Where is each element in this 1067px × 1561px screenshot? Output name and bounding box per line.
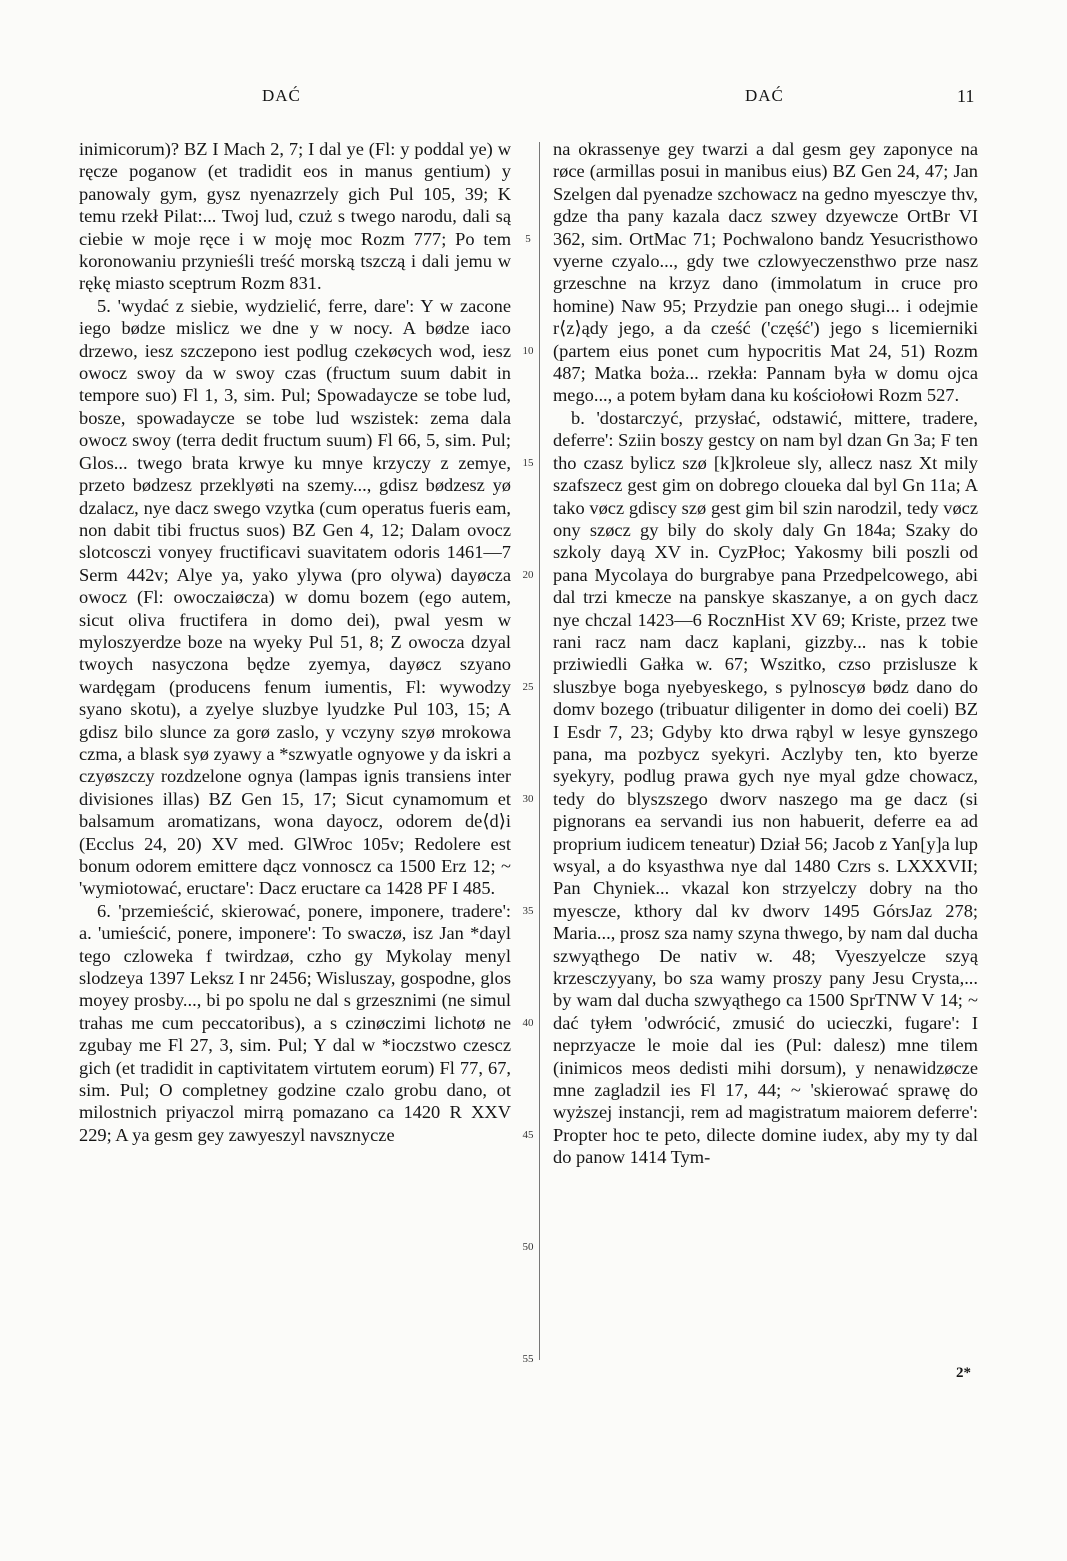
left-paragraph-1: inimicorum)? BZ I Mach 2, 7; I dal ye (Fl: y poddal ye) w ręcze poganow (et tradidit eos in manus gentium) y panowaly gym, gysz nyenazrzely gich Pul 105, 39; K temu rzekł Pilat:... Twoj lud, czuż s twego narodu, dali są ciebie w moje ręce i w moję moc Rozm 777; Po tem koronowaniu przynieśli treść morską tszczą i dali jemu w rękę miasto sceptrum Rozm 831. bbox=[79, 139, 511, 294]
header-left-word: DAĆ bbox=[262, 86, 301, 105]
column-divider bbox=[539, 142, 540, 1360]
line-number: 55 bbox=[522, 1353, 534, 1365]
right-paragraph-2: b. 'dostarczyć, przysłać, odstawić, mittere, tradere, deferre': Sziin boszy gestcy on nam byl dzan Gn 3a; F ten tho czasz bylicz szø [k]kroleue sly, allecz nasz Xt mily szafszecz gest gim on dobrego cloueka dal byl Gn 11a; A tako vøcz gdiscy szø gest gim bil szin narodzil, tedy vøcz ony szøcz gy bily do skoly daly Gn 184a; Szaky do szkoly dayą XV in. CyzPłoc; Yakosmy bili poszli od pana Mycolaya do burgrabye pana Przedpelcowego, abi dal trzi kmecze na panskye skaszanye, a on gych dacz nye chczal 1423—6 RocznHist XV 69; Kriste, przez twe rani racz nam dacz kaplani, gizzby... nas k tobie prziwiedli Gałka w. 67; Wszitko, czso przislusze k sluszbye boga nyebyeskego, s pylnoscyø bødz dano do domv bozego (tribuatur diligenter in domo dei coeli) BZ I Esdr 7, 23; Gdyby kto drwa rąbyl w lesye gynszego pana, ma pozbycz syekyri. Aczlyby ten, kto byerze syekyry, podlug prawa gych nye myal gdze chowacz, tedy do blyszszego dworv naszego ma ge dacz (si pignorans ea servandi ius non habuerit, deferre ea ad proprium iudicem teneatur) Dział 56; Jacob z Yan[y]a lup wsyal, a do ksyasthwa nye dal 1480 Czrs s. LXXXVII; Pan Chyniek... vkazal kon strzyelczy dobry na tho myescze, kthory dal kv dworv 1495 GórsJaz 278; Maria..., prosz sza namy szyna thwego, by nam dal ducha szwyąthego De nativ w. 48; Vyeszyelcze szyą krzesczyyany, bo sza wamy proszy pany Jesu Crysta,... by wam dal ducha szwyąthego ca 1500 SprTNW V 14; ~ dać tyłem 'odwrócić, zmusić do ucieczki, fugare': I neprzyacze le moie dal ies (Pul: dalesz) mne tilem (inimicos meos dedisti mihi dorsum), y nenawidzøcze mne zagladzil ies Fl 17, 44; ~ 'skierować sprawę do wyższej instancji, rem ad magistratum maiorem deferre': Propter hoc te peto, dilecte domine iudex, aby my ty dal do panow 1414 Tym- bbox=[553, 407, 978, 1168]
right-paragraph-1: na okrassenye gey twarzi a dal gesm gey zaponyce na røce (armillas posui in manibus eius) BZ Gen 24, 47; Jan Szelgen dal pyenadze szchowacz na gedno myesczye thv, gdze tha pany kazala dacz szwey dzyewcze OrtBr VI 362, sim. OrtMac 71; Pochwalono bandz Yesucristhowo vyerne czyalo..., gdy twe czlowyeczensthwo prze nasz grzeschne na krzyz dano (immolatum in cruce pro homine) Naw 95; Przydzie pan onego sługi... i odejmie r⟨z⟩ądy jego, a da cześć ('część') jego s licemierniki (partem eius ponet cum hypocritis Mat 24, 51) Rozm 487; Matka boża... rzekła: Pannam była w domu ojca mego..., a potem byłam dana ku kościołowi Rozm 527. bbox=[553, 139, 978, 406]
left-paragraph-3: 6. 'przemieścić, skierować, ponere, imponere, tradere': a. 'umieścić, ponere, imponere': To swaczø, isz Jan *dayl tego czloweka f twirdzaø, czho gy Mykolay menyl slodzeya 1397 Leksz I nr 2456; Wisluszay, gospodne, glos moyey prosby..., bi po spolu ne dal s grzesznimi (ne simul trahas me cum peccatoribus), a s czinøczimi lichotø ne zgubay me Fl 27, 3, sim. Pul; Y dal w *ioczstwo czescz gich (et tradidit in captivitatem virtutem eorum) Fl 77, 67, sim. Pul; O completney godzine czalo grobu dano, ot milostnich priyaczol mirrą pomazano ca 1420 R XXV 229; A ya gesm gey zawyeszyl navsznycze bbox=[79, 900, 511, 1145]
line-number: 35 bbox=[522, 905, 534, 917]
page-number: 11 bbox=[957, 86, 975, 106]
line-number: 5 bbox=[525, 233, 531, 245]
left-column bbox=[79, 138, 511, 1358]
left-paragraph-2: 5. 'wydać z siebie, wydzielić, ferre, dare': Y w zacone iego bødze mislicz we dne y w nocy. A bødze iaco drzewo, iesz szczepono iest podlug czekøcych wod, iesz owocz swoy da w swoy czas (fructum suum dabit in tempore suo) Fl 1, 3, sim. Pul; Spowadaycze se tobe lud, bosze, spowadaycze se tobe lud wszistek: zema dala owocz swoy (terra dedit fructum suum) Fl 66, 5, sim. Pul; Glos... twego brata krwye ku mnye krzyczy z zemye, przeto bødzesz przeklyøti na szemy..., gdisz bødzesz yø dzalacz, nye dacz swego vzytka (cum operatus fueris eam, non dabit tibi fructus suos) BZ Gen 4, 12; Dalam ovocz slotcosczi vonyey fructificavi suavitatem odoris 1461—7 Serm 442v; Alye ya, yako ylywa (pro olywa) dayøcza owocz (Fl: owoczaiøcza) w domu bozem (ego autem, sicut oliva fructifera in domo dei), pwal yesm w myloszyerdze boze na wyeky Pul 51, 8; Z owocza dzyal twoych nasyczona będze zyemya, dayøcz szyano wardęgam (producens fenum iumentis, Fl: wywodzy syano skotu), a zyelye sluzbye lyudzke Pul 103, 15; A gdisz bilo slunce za gorø zaslo, y vczyny szyø mrokowa czma, a blask syø zyawy a *szwyatle ognyowe y da iskri a czyøszczy rozdzelone ognya (lampas ignis transiens inter divisiones illas) BZ Gen 15, 17; Sicut cynamomum et balsamum aromatizans, wona dayocz, odorem de⟨d⟩i (Ecclus 24, 20) XV med. GlWroc 105v; Redolere est bonum odorem emittere dącz vonnoscz ca 1500 Erz 12; ~ 'wymiotować, eructare': Dacz eructare ca 1428 PF I 485. bbox=[79, 295, 511, 899]
line-number: 50 bbox=[522, 1241, 534, 1253]
running-header bbox=[0, 86, 1067, 110]
line-number: 15 bbox=[522, 457, 534, 469]
line-number: 20 bbox=[522, 569, 534, 581]
line-number: 45 bbox=[522, 1129, 534, 1141]
right-column bbox=[553, 138, 978, 1358]
line-number: 30 bbox=[522, 793, 534, 805]
line-number: 10 bbox=[522, 345, 534, 357]
line-number: 25 bbox=[522, 681, 534, 693]
line-number: 40 bbox=[522, 1017, 534, 1029]
signature-mark: 2* bbox=[956, 1365, 971, 1381]
header-right-word: DAĆ bbox=[745, 86, 784, 105]
